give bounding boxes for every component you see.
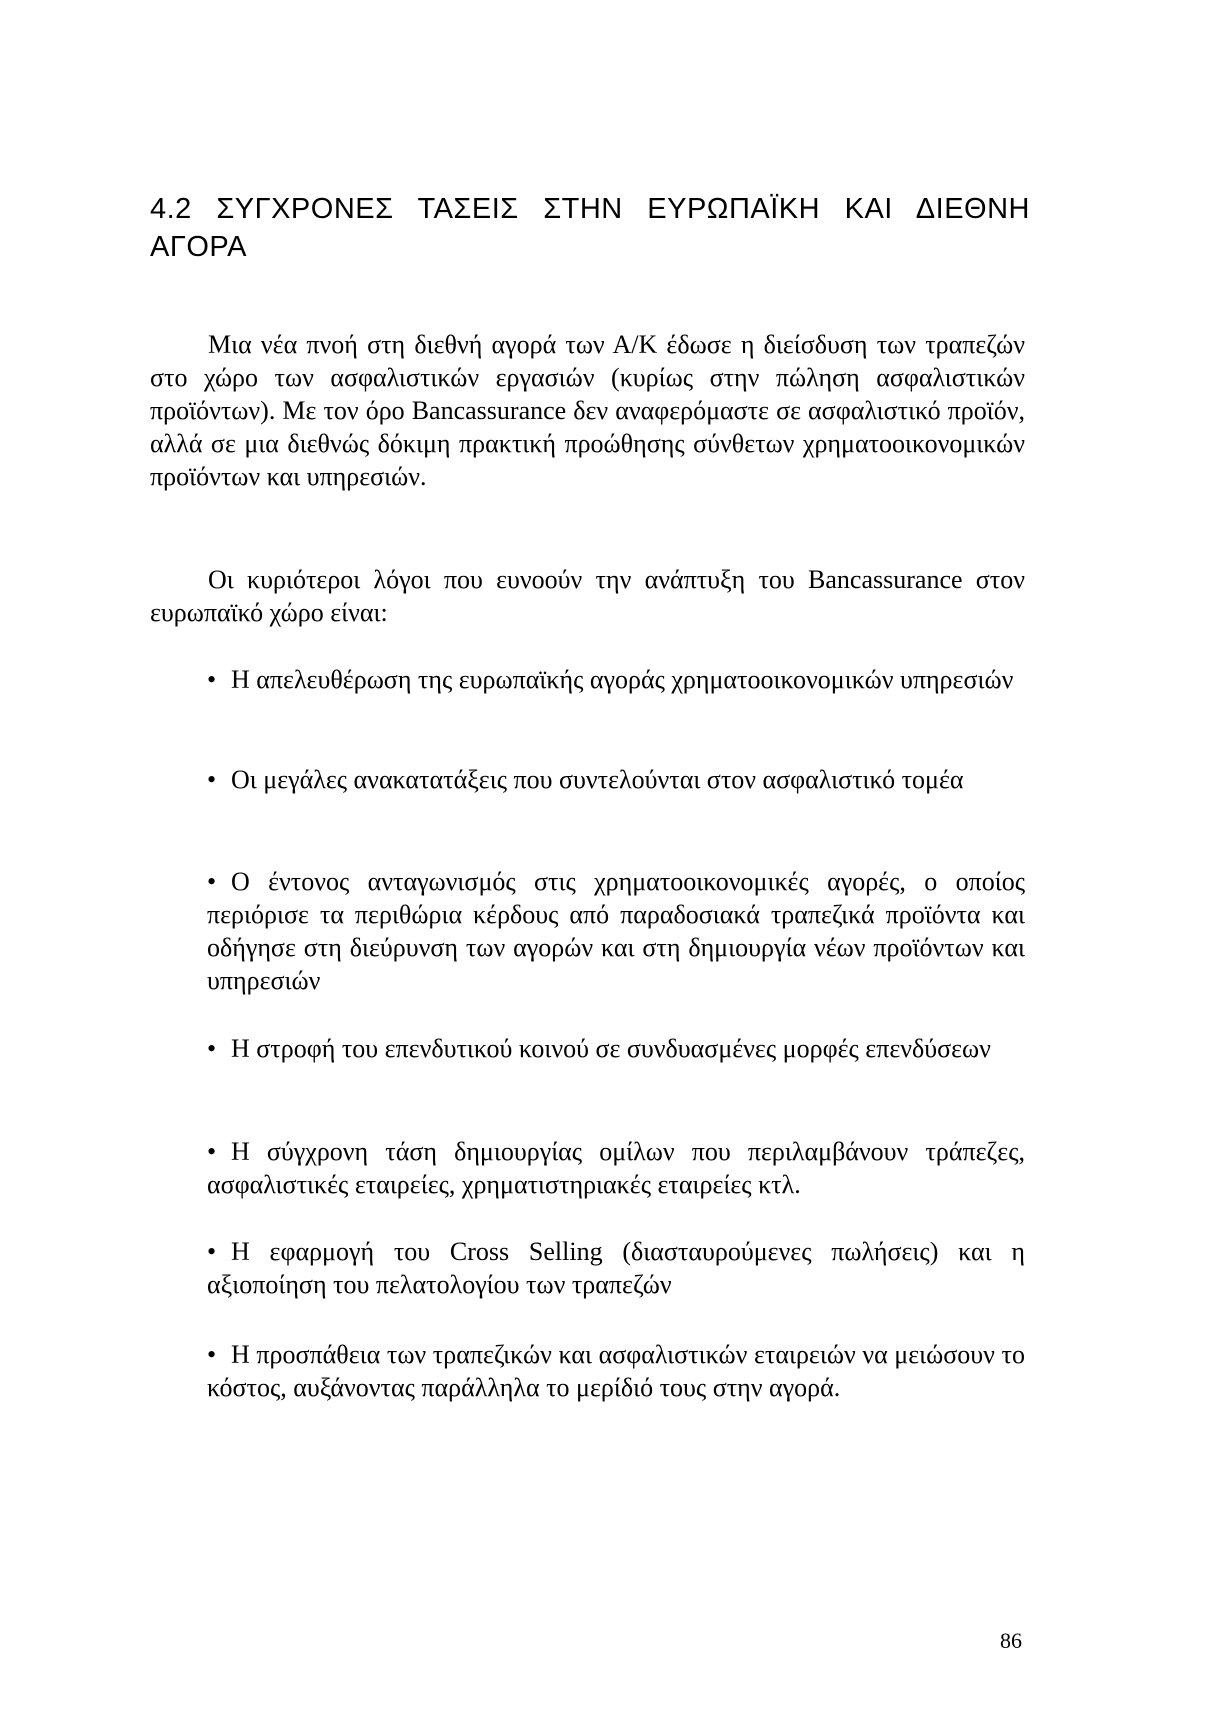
bullet-text: Η σύγχρονη τάση δημιουργίας ομίλων που περιλαμβάνουν τράπεζες, ασφαλιστικές εταιρείες, χρηματιστηριακές εταιρείες κτλ. xyxy=(207,1137,1025,1199)
reasons-intro-paragraph: Οι κυριότεροι λόγοι που ευνοούν την ανάπτυξη του Bancassurance στον ευρωπαϊκό χώρο είναι: xyxy=(150,565,1025,627)
bullet-item xyxy=(207,1135,1025,1201)
bullet-marker: • xyxy=(207,867,217,896)
page-number: 86 xyxy=(1000,1628,1022,1653)
intro-paragraph: Μια νέα πνοή στη διεθνή αγορά των Α/Κ έδωσε η διείσδυση των τραπεζών στο χώρο των ασφαλιστικών εργασιών (κυρίως στην πώληση ασφαλιστικών προϊόντων). Με τον όρο Bancassurance δεν αναφερόμαστε σε ασφαλιστικό προϊόν, αλλά σε μια διεθνώς δόκιμη πρακτική προώθησης σύνθετων χρηματοοικονομικών προϊόντων και υπηρεσιών. xyxy=(150,330,1025,491)
bullet-marker: • xyxy=(207,765,217,794)
bullet-marker: • xyxy=(207,1340,217,1369)
bullet-item xyxy=(207,663,1025,696)
bullet-marker: • xyxy=(207,1137,217,1166)
bullet-text: Η προσπάθεια των τραπεζικών και ασφαλιστικών εταιρειών να μειώσουν το κόστος, αυξάνοντας παράλληλα το μερίδιό τους στην αγορά. xyxy=(207,1340,1025,1402)
bullet-item xyxy=(207,763,1025,796)
bullet-text: Η απελευθέρωση της ευρωπαϊκής αγοράς χρηματοοικονομικών υπηρεσιών xyxy=(231,665,1014,694)
bullet-text: Οι μεγάλες ανακατατάξεις που συντελούνται στον ασφαλιστικό τομέα xyxy=(231,765,964,794)
bullet-text: Η εφαρμογή του Cross Selling (διασταυρούμενες πωλήσεις) και η αξιοποίηση του πελατολογίου των τραπεζών xyxy=(207,1237,1025,1299)
bullet-text: Η στροφή του επενδυτικού κοινού σε συνδυασμένες μορφές επενδύσεων xyxy=(231,1034,991,1063)
bullet-item xyxy=(207,1235,1025,1301)
section-heading: 4.2 ΣΥΓΧΡΟΝΕΣ ΤΑΣΕΙΣ ΣΤΗΝ ΕΥΡΩΠΑΪΚΗ ΚΑΙ ΔΙΕΘΝΗ ΑΓΟΡΑ xyxy=(150,193,1030,263)
bullet-marker: • xyxy=(207,665,217,694)
bullet-text: Ο έντονος ανταγωνισμός στις χρηματοοικονομικές αγορές, ο οποίος περιόρισε τα περιθώρια κέρδους από παραδοσιακά τραπεζικά προϊόντα και οδήγησε στη διεύρυνση των αγορών και στη δημιουργία νέων προϊόντων και υπηρεσιών xyxy=(207,867,1025,995)
bullet-item xyxy=(207,865,1025,997)
bullet-item xyxy=(207,1338,1025,1404)
bullet-item xyxy=(207,1032,1025,1065)
bullet-marker: • xyxy=(207,1034,217,1063)
bullet-marker: • xyxy=(207,1237,217,1266)
